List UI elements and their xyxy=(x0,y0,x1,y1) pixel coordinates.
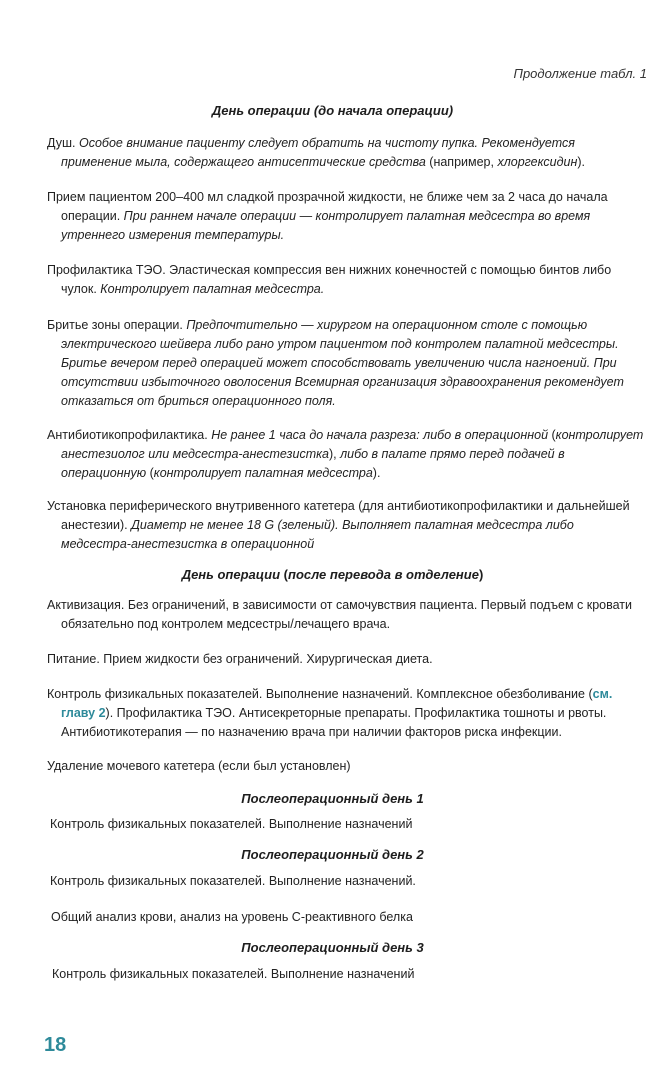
item-antibiotic-italic3: либо в палате прямо перед подачей в операционную xyxy=(61,447,565,480)
item-antibiotic-p4: ). xyxy=(372,466,381,480)
item-liquid-italic: При раннем начале операции — контролирует палатная медсестра во время утреннего измерения температуры. xyxy=(61,209,591,242)
item-antibiotic-p3: ( xyxy=(146,466,154,480)
item-shower-paren-italic: хлоргексидин xyxy=(497,155,578,169)
item-control xyxy=(47,685,646,742)
item-shaving-italic: Предпочтительно — хирургом на операционном столе с помощью электрического шейвера либо рано утром пациентом под контролем палатной медсестры. Бритье вечером перед операцией может способствовать увеличению числа нагноений. При отсутствии избыточного оволосения Всемирная организация здравоохранения рекомендует отказаться от бриться операционного поля. xyxy=(61,318,624,408)
section-heading-postop1: Послеоперационный день 1 xyxy=(241,791,424,806)
item-postop1-control: Контроль физикальных показателей. Выполнение назначений xyxy=(50,817,413,831)
item-shower-paren-open: (например, xyxy=(425,155,498,169)
item-postop2-control: Контроль физикальных показателей. Выполнение назначений. xyxy=(50,874,416,888)
item-antibiotic-plain: Антибиотикопрофилактика. xyxy=(47,428,212,442)
item-liquid-plain: Прием пациентом 200–400 мл сладкой прозрачной жидкости, не ближе чем за 2 часа до начала операции. xyxy=(47,190,608,223)
item-control-a: Контроль физикальных показателей. Выполнение назначений. Комплексное обезболивание xyxy=(47,687,585,701)
section-heading-postop3: Послеоперационный день 3 xyxy=(241,940,424,955)
heading-day-after-mid: после перевода в отделение xyxy=(288,567,479,582)
item-vte-italic: Контролирует палатная медсестра. xyxy=(100,282,325,296)
item-catheter-italic: Диаметр не менее 18 G (зеленый). Выполняет палатная медсестра либо медсестра-анестезистка в операционной xyxy=(61,518,574,551)
item-catheter xyxy=(47,497,646,554)
section-heading-postop2: Послеоперационный день 2 xyxy=(241,847,424,862)
item-antibiotic-italic1: Не ранее 1 часа до начала разреза: либо в операционной xyxy=(211,428,549,442)
item-shaving-plain: Бритье зоны операции. xyxy=(47,318,187,332)
item-antibiotic-p1: ( xyxy=(548,428,556,442)
item-catheter-plain: Установка периферического внутривенного катетера (для антибиотикопрофилактики и дальнейшей анестезии). xyxy=(47,499,630,532)
item-shower-label: Душ. xyxy=(47,136,76,150)
item-shower-paren-close: ). xyxy=(577,155,585,169)
item-vte xyxy=(47,261,646,299)
item-antibiotic xyxy=(47,426,646,483)
heading-day-after-start: День операции xyxy=(181,567,284,582)
item-catheter-removal: Удаление мочевого катетера (если был установлен) xyxy=(47,759,351,773)
item-control-link-open: ( xyxy=(585,687,593,701)
heading-day-after-paren-close: ) xyxy=(478,567,484,582)
section-heading-day-before: День операции (до начала операции) xyxy=(211,103,454,118)
item-shower-text: Особое внимание пациенту следует обратить на чистоту пупка. Рекомендуется применение мыла, содержащего антисептические средства xyxy=(61,136,575,169)
item-antibiotic-italic2: контролирует анестезиолог или медсестра-анестезистка xyxy=(61,428,644,461)
item-liquid xyxy=(47,188,646,245)
heading-day-after-paren-open: ( xyxy=(283,567,289,582)
section-heading-day-after xyxy=(0,565,665,584)
item-shaving xyxy=(47,316,646,411)
item-vte-plain: Профилактика ТЭО. Эластическая компрессия вен нижних конечностей с помощью бинтов либо чулок. xyxy=(47,263,612,296)
item-antibiotic-p2: ), xyxy=(328,447,341,461)
item-postop2-analysis: Общий анализ крови, анализ на уровень С-реактивного белка xyxy=(51,910,413,924)
item-shower xyxy=(47,134,646,172)
item-antibiotic-italic4: контролирует палатная медсестра xyxy=(153,466,373,480)
item-postop3-control: Контроль физикальных показателей. Выполнение назначений xyxy=(52,967,415,981)
item-nutrition: Питание. Прием жидкости без ограничений. Хирургическая диета. xyxy=(47,652,433,666)
item-activation: Активизация. Без ограничений, в зависимости от самочувствия пациента. Первый подъем с кровати обязательно под контролем медсестры/лечащего врача. xyxy=(47,598,633,631)
table-continuation-header: Продолжение табл. 1 xyxy=(513,66,647,81)
chapter-link[interactable]: см. главу 2 xyxy=(61,687,613,720)
item-control-b: ). Профилактика ТЭО. Антисекреторные препараты. Профилактика тошноты и рвоты. Антибиотикотерапия — по назначению врача при наличии факторов риска инфекции. xyxy=(61,706,607,739)
page-number: 18 xyxy=(44,1034,67,1056)
